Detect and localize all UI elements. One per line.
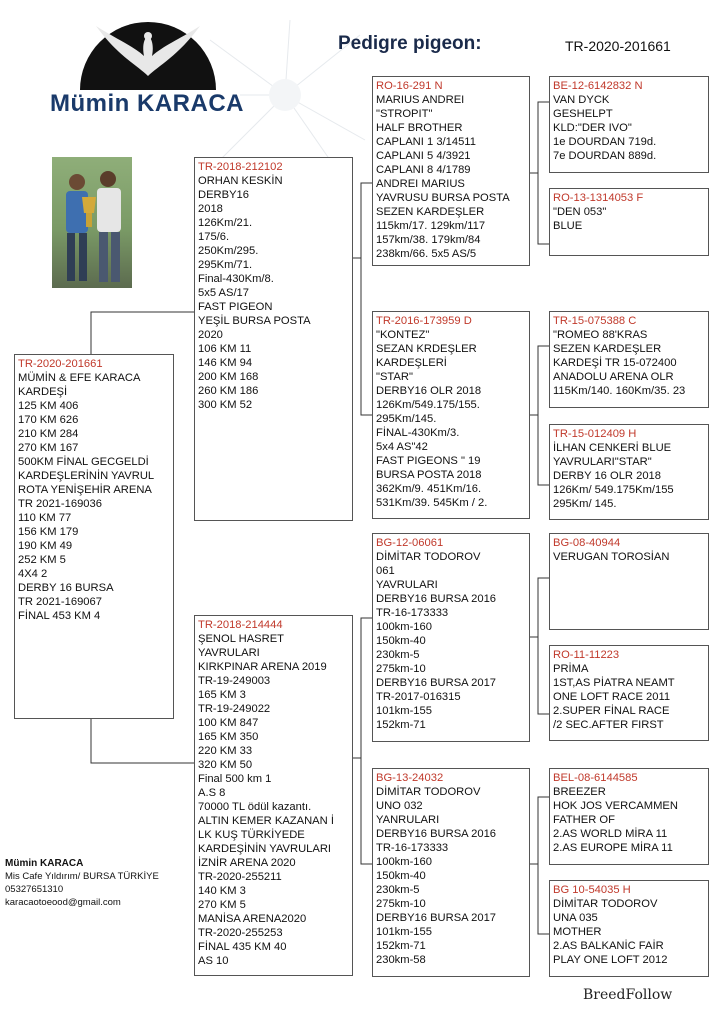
- pedigree-line: 2020: [198, 329, 223, 341]
- pedigree-line: MANİSA ARENA2020: [198, 913, 307, 925]
- pedigree-line: 2.SUPER FİNAL RACE: [553, 705, 670, 717]
- pedigree-line: ROTA YENİŞEHİR ARENA: [18, 484, 152, 496]
- pedigree-line: 2.AS EUROPE MİRA 11: [553, 842, 673, 854]
- pedigree-line: TR-2020-255211: [198, 871, 282, 883]
- pedigree-line: Final 500 km 1: [198, 773, 272, 785]
- pedigree-line: HALF BROTHER: [376, 122, 463, 134]
- pedigree-line: SEZAN KRDEŞLER: [376, 343, 477, 355]
- pedigree-line: VAN DYCK: [553, 94, 610, 106]
- pedigree-line: DİMİTAR TODOROV: [553, 898, 658, 910]
- pedigree-line: 295Km/71.: [198, 259, 253, 271]
- pedigree-line: /2 SEC.AFTER FIRST: [553, 719, 664, 731]
- pedigree-line: 5x5 AS/17: [198, 287, 250, 299]
- pedigree-line: PLAY ONE LOFT 2012: [553, 954, 668, 966]
- pedigree-line: "DEN 053": [553, 206, 607, 218]
- pedigree-line: 115Km/140. 160Km/35. 23: [553, 385, 686, 397]
- pedigree-line: 061: [376, 565, 395, 577]
- pedigree-line: VERUGAN TOROSİAN: [553, 551, 670, 563]
- pedigree-line: 230km-5: [376, 649, 420, 661]
- pedigree-line: "STAR": [376, 371, 413, 383]
- pedigree-line: DERBY16: [198, 189, 249, 201]
- ring-number: TR-2020-201661: [565, 38, 671, 54]
- pedigree-line: 531Km/39. 545Km / 2.: [376, 497, 488, 509]
- ds-sire-card: [549, 533, 709, 630]
- ring-id: TR-2020-201661: [18, 358, 103, 370]
- pedigree-line: 5x4 AS"42: [376, 441, 428, 453]
- pedigree-line: ANADOLU ARENA OLR: [553, 371, 674, 383]
- pedigree-line: KARDEŞİ TR 15-072400: [553, 357, 677, 369]
- pedigree-line: 500KM FİNAL GECGELDİ: [18, 456, 149, 468]
- pedigree-line: DERBY16 BURSA 2016: [376, 828, 497, 840]
- pedigree-line: 175/6.: [198, 231, 230, 243]
- ring-id: RO-11-11223: [553, 649, 620, 661]
- pedigree-line: 1e DOURDAN 719d.: [553, 136, 657, 148]
- pedigree-line: TR-19-249022: [198, 703, 271, 715]
- pedigree-line: DİMİTAR TODOROV: [376, 551, 481, 563]
- contact-info: [5, 857, 159, 909]
- sd-dam-card: [549, 424, 709, 520]
- pedigree-line: UNA 035: [553, 912, 598, 924]
- ring-id: TR-2016-173959 D: [376, 315, 472, 327]
- pedigree-line: CAPLANI 1 3/14511: [376, 136, 476, 148]
- pedigree-line: GESHELPT: [553, 108, 613, 120]
- pedigree-line: YAVRUSU BURSA POSTA: [376, 192, 510, 204]
- pedigree-line: SEZEN KARDEŞLER: [376, 206, 485, 218]
- pedigree-line: 210 KM 284: [18, 428, 79, 440]
- pedigree-line: 270 KM 5: [198, 899, 246, 911]
- pedigree-line: BLUE: [553, 220, 583, 232]
- logo: [78, 16, 218, 90]
- pedigree-line: İZNİR ARENA 2020: [198, 857, 296, 869]
- pedigree-line: DERBY16 BURSA 2017: [376, 677, 497, 689]
- pedigree-line: 295Km/ 145.: [553, 498, 617, 510]
- pedigree-line: 70000 TL ödül kazantı.: [198, 801, 312, 813]
- sire-dam-card: [372, 311, 530, 519]
- pedigree-line: CAPLANI 5 4/3921: [376, 150, 471, 162]
- pedigree-line: LK KUŞ TÜRKİYEDE: [198, 829, 305, 841]
- pedigree-line: 295Km/145.: [376, 413, 437, 425]
- pedigree-line: 270 KM 167: [18, 442, 79, 454]
- ring-id: BG 10-54035 H: [553, 884, 631, 896]
- pedigree-line: KIRKPINAR ARENA 2019: [198, 661, 327, 673]
- pedigree-line: 4X4 2: [18, 568, 48, 580]
- pedigree-line: 275km-10: [376, 663, 426, 675]
- pedigree-line: YANRULARI: [376, 814, 440, 826]
- owner-photo: [52, 157, 132, 288]
- pedigree-line: TR-2020-255253: [198, 927, 283, 939]
- pedigree-line: 320 KM 50: [198, 759, 253, 771]
- contact-address: Mis Cafe Yıldırım/ BURSA TÜRKİYE: [5, 871, 159, 882]
- pedigree-line: DERBY16 BURSA 2016: [376, 593, 497, 605]
- pedigree-line: 252 KM 5: [18, 554, 66, 566]
- pedigree-line: TR-2017-016315: [376, 691, 461, 703]
- pedigree-line: UNO 032: [376, 800, 423, 812]
- pedigree-line: 156 KM 179: [18, 526, 79, 538]
- pedigree-line: 126Km/ 549.175Km/155: [553, 484, 674, 496]
- pedigree-line: MÜMİN & EFE KARACA: [18, 372, 141, 384]
- brand-name: Mümin KARACA: [50, 90, 244, 117]
- pedigree-line: 152km-71: [376, 719, 426, 731]
- pedigree-line: 101km-155: [376, 705, 432, 717]
- ring-id: TR-15-012409 H: [553, 428, 637, 440]
- contact-email: karacaotoeood@gmail.com: [5, 897, 121, 908]
- pedigree-line: 275km-10: [376, 898, 426, 910]
- pedigree-line: FİNAL-430Km/3.: [376, 427, 460, 439]
- ss-dam-card: [549, 188, 709, 256]
- pedigree-line: 2018: [198, 203, 223, 215]
- page-title: Pedigre pigeon:: [338, 33, 482, 54]
- pedigree-line: MARIUS ANDREI: [376, 94, 465, 106]
- pedigree-line: 115km/17. 129km/117: [376, 220, 486, 232]
- pedigree-line: TR 2021-169036: [18, 498, 102, 510]
- pedigree-line: 260 KM 186: [198, 385, 259, 397]
- pedigree-line: ALTIN KEMER KAZANAN İ: [198, 815, 334, 827]
- pedigree-line: HOK JOS VERCAMMEN: [553, 800, 678, 812]
- pedigree-line: KLD:"DER IVO": [553, 122, 632, 134]
- pedigree-line: "STROPIT": [376, 108, 433, 120]
- pedigree-line: 362Km/9. 451Km/16.: [376, 483, 482, 495]
- pedigree-line: DİMİTAR TODOROV: [376, 786, 481, 798]
- pedigree-line: BREEZER: [553, 786, 606, 798]
- dd-dam-card: [549, 880, 709, 977]
- pedigree-line: KARDEŞİNİN YAVRULARI: [198, 843, 332, 855]
- pedigree-line: TR-19-249003: [198, 675, 271, 687]
- pedigree-line: 250Km/295.: [198, 245, 259, 257]
- pedigree-line: 157km/38. 179km/84: [376, 234, 481, 246]
- pedigree-line: KARDEŞLERİ: [376, 357, 447, 369]
- pedigree-line: SEZEN KARDEŞLER: [553, 343, 662, 355]
- pedigree-line: ANDREI MARIUS: [376, 178, 465, 190]
- pedigree-line: YAVRULARI"STAR": [553, 456, 652, 468]
- ds-dam-card: [549, 645, 709, 741]
- pedigree-line: YAVRULARI: [198, 647, 260, 659]
- pedigree-line: FATHER OF: [553, 814, 615, 826]
- pedigree-line: KARDEŞLERİNİN YAVRUL: [18, 470, 155, 482]
- ring-id: TR-15-075388 C: [553, 315, 637, 327]
- sd-sire-card: [549, 311, 709, 408]
- pedigree-line: DERBY16 OLR 2018: [376, 385, 482, 397]
- pedigree-line: 190 KM 49: [18, 540, 73, 552]
- pedigree-line: AS 10: [198, 955, 229, 967]
- pedigree-line: PRİMA: [553, 663, 589, 675]
- pigeon-card: [14, 354, 174, 719]
- pedigree-line: İLHAN CENKERİ BLUE: [553, 442, 672, 454]
- pedigree-line: TR-16-173333: [376, 607, 449, 619]
- pedigree-line: "ROMEO 88'KRAS: [553, 329, 648, 341]
- pedigree-line: 100km-160: [376, 856, 432, 868]
- pedigree-line: 126Km/21.: [198, 217, 253, 229]
- pedigree-line: CAPLANI 8 4/1789: [376, 164, 471, 176]
- pedigree-line: 238km/66. 5x5 AS/5: [376, 248, 477, 260]
- pedigree-line: 101km-155: [376, 926, 432, 938]
- pedigree-line: 165 KM 3: [198, 689, 246, 701]
- ring-id: RO-16-291 N: [376, 80, 443, 92]
- ring-id: BG-13-24032: [376, 772, 444, 784]
- pedigree-line: 165 KM 350: [198, 731, 259, 743]
- ring-id: BG-12-06061: [376, 537, 444, 549]
- pedigree-line: 150km-40: [376, 635, 426, 647]
- pedigree-line: 220 KM 33: [198, 745, 253, 757]
- ring-id: BEL-08-6144585: [553, 772, 638, 784]
- pedigree-line: DERBY 16 OLR 2018: [553, 470, 662, 482]
- dam-sire-card: [372, 533, 530, 742]
- pedigree-line: FİNAL 435 KM 40: [198, 941, 287, 953]
- pedigree-line: 7e DOURDAN 889d.: [553, 150, 657, 162]
- ring-id: BG-08-40944: [553, 537, 621, 549]
- pedigree-line: 1ST,AS PİATRA NEAMT: [553, 677, 675, 689]
- pedigree-line: FAST PIGEONS " 19: [376, 455, 481, 467]
- pedigree-line: 110 KM 77: [18, 512, 72, 524]
- pedigree-line: MOTHER: [553, 926, 602, 938]
- sire-sire-card: [372, 76, 530, 266]
- two-men-with-trophy-icon: [52, 157, 132, 288]
- pedigree-line: "KONTEZ": [376, 329, 430, 341]
- pedigree-line: 100 KM 847: [198, 717, 259, 729]
- pedigree-line: ORHAN KESKİN: [198, 175, 283, 187]
- contact-name: Mümin KARACA: [5, 858, 84, 869]
- pedigree-line: 100km-160: [376, 621, 432, 633]
- ss-sire-card: [549, 76, 709, 173]
- dam-card: [194, 615, 353, 976]
- pedigree-line: YAVRULARI: [376, 579, 438, 591]
- pedigree-line: 152km-71: [376, 940, 426, 952]
- pedigree-line: YEŞİL BURSA POSTA: [198, 315, 311, 327]
- pedigree-line: ONE LOFT RACE 2011: [553, 691, 671, 703]
- pedigree-line: TR-16-173333: [376, 842, 449, 854]
- contact-phone: 05327651310: [5, 884, 64, 895]
- ring-id: BE-12-6142832 N: [553, 80, 643, 92]
- pedigree-line: Final-430Km/8.: [198, 273, 274, 285]
- ring-id: RO-13-1314053 F: [553, 192, 644, 204]
- pedigree-line: ŞENOL HASRET: [198, 633, 284, 645]
- pedigree-line: 106 KM 11: [198, 343, 252, 355]
- pedigree-line: FİNAL 453 KM 4: [18, 610, 101, 622]
- pedigree-line: 300 KM 52: [198, 399, 253, 411]
- pedigree-line: 150km-40: [376, 870, 426, 882]
- dove-emblem-icon: [78, 16, 218, 90]
- pedigree-line: 230km-5: [376, 884, 420, 896]
- pedigree-line: 2.AS BALKANİC FAİR: [553, 940, 664, 952]
- pedigree-line: TR 2021-169067: [18, 596, 102, 608]
- pedigree-line: FAST PIGEON: [198, 301, 273, 313]
- pedigree-line: BURSA POSTA 2018: [376, 469, 482, 481]
- pedigree-line: DERBY 16 BURSA: [18, 582, 114, 594]
- pedigree-line: KARDEŞİ: [18, 386, 68, 398]
- ring-id: TR-2018-214444: [198, 619, 283, 631]
- pedigree-line: 126Km/549.175/155.: [376, 399, 480, 411]
- footer-brand: BreedFollow: [583, 987, 673, 1003]
- ring-id: TR-2018-212102: [198, 161, 283, 173]
- pedigree-line: 140 KM 3: [198, 885, 246, 897]
- pedigree-line: 230km-58: [376, 954, 426, 966]
- pedigree-line: A.S 8: [198, 787, 226, 799]
- pedigree-line: DERBY16 BURSA 2017: [376, 912, 497, 924]
- dam-dam-card: [372, 768, 530, 977]
- pedigree-line: 200 KM 168: [198, 371, 259, 383]
- pedigree-line: 170 KM 626: [18, 414, 79, 426]
- pedigree-line: 2.AS WORLD MİRA 11: [553, 828, 668, 840]
- sire-card: [194, 157, 353, 521]
- dd-sire-card: [549, 768, 709, 865]
- pedigree-line: 146 KM 94: [198, 357, 253, 369]
- pedigree-line: 125 KM 406: [18, 400, 79, 412]
